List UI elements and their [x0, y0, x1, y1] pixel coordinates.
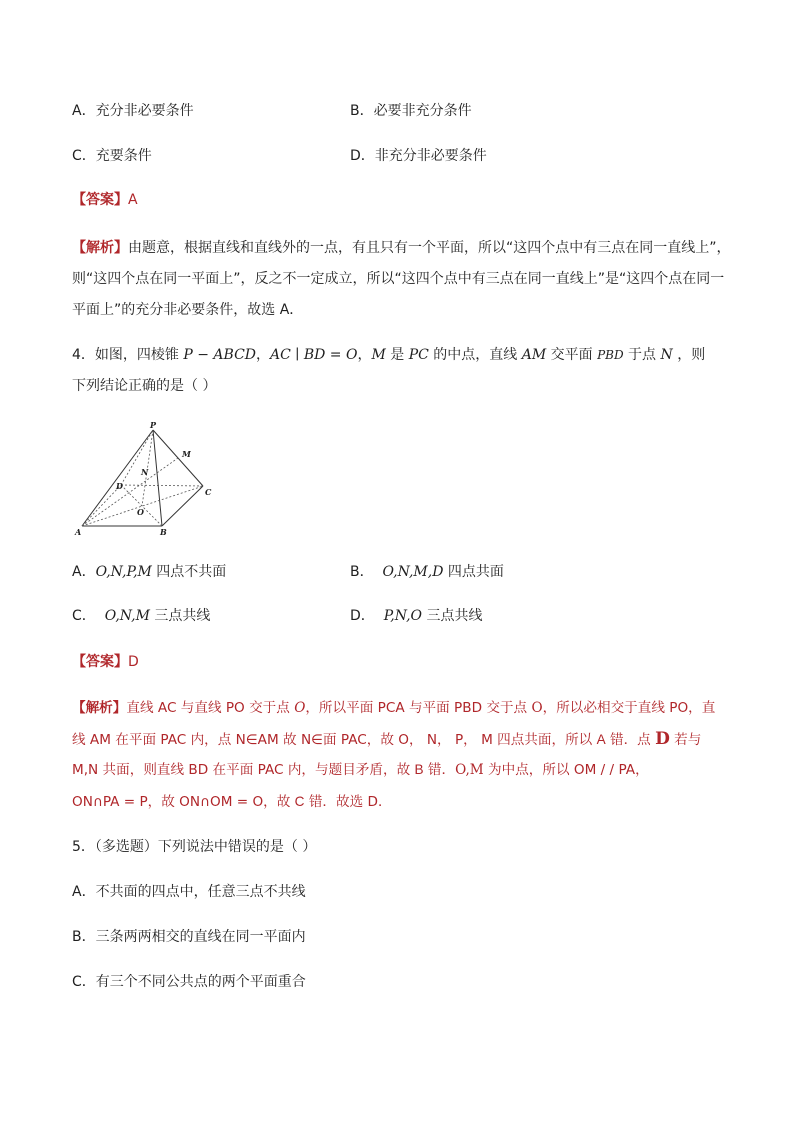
option-letter: D． [350, 608, 375, 624]
analysis-text: B [414, 762, 424, 777]
edge-bc [162, 486, 203, 526]
math-expression: M [371, 347, 386, 363]
analysis-text: 错．点 [605, 732, 656, 748]
label-p: P [150, 420, 157, 430]
math-expression: O,N,M,D [382, 564, 444, 580]
option-letter: B． [350, 564, 374, 580]
analysis-text: ，所以必相交于直线 PO，直 [542, 700, 716, 716]
q5-option-a: A．不共面的四点中，任意三点不共线 [72, 884, 306, 900]
q4-option-b [350, 562, 504, 582]
analysis-text: 为中点，所以 OM / / PA， [483, 762, 649, 778]
q3-analysis-line-1 [72, 238, 731, 258]
math-expression: O,M [455, 762, 484, 778]
q5-stem: 5．（多选题）下列说法中错误的是（ ） [72, 839, 317, 855]
math-expression: D [655, 729, 670, 749]
analysis-text: 由题意，根据直线和直线外的一点，有且只有一个平面，所以“这四个点中有三点在同一直线上”， [128, 240, 731, 256]
stem-text: 的中点，直线 [428, 347, 522, 363]
answer-value: A [128, 192, 138, 208]
q4-analysis-line-4 [72, 792, 392, 812]
option-text: 三点共线 [422, 608, 483, 624]
analysis-tag: 【解析】 [72, 240, 128, 256]
edge-pb [153, 430, 162, 526]
analysis-text: M,N 共面，则直线 BD 在平面 PAC 内，与题目矛盾，故 [72, 762, 415, 778]
q4-analysis-line-2 [72, 729, 701, 750]
option-text: 四点不共面 [151, 564, 227, 580]
analysis-tag: 【解析】 [72, 700, 127, 716]
math-expression: P − ABCD [183, 347, 257, 363]
label-o: O [137, 507, 144, 517]
analysis-text: 错．故选 D． [304, 794, 392, 810]
q3-option-d: D．非充分非必要条件 [350, 148, 487, 164]
edge-dc [121, 485, 203, 486]
math-expression: P,N,O [383, 608, 423, 624]
q3-answer [72, 190, 138, 210]
option-text: 三点共线 [149, 608, 211, 624]
math-expression: N [660, 347, 673, 363]
q3-option-a: A．充分非必要条件 [72, 103, 194, 119]
analysis-text: 错． [423, 762, 456, 778]
q4-option-d [350, 606, 482, 626]
stem-text: 交平面 [546, 347, 598, 363]
answer-tag: 【答案】 [72, 192, 128, 208]
q4-stem-line-2: 下列结论正确的是（ ） [72, 378, 217, 394]
math-expression: AC ∣ BD = O [270, 347, 358, 363]
q4-stem-line-1 [72, 345, 705, 365]
math-expression: AM [521, 347, 547, 363]
math-expression: O,N,M [104, 608, 150, 624]
q5-option-c: C．有三个不同公共点的两个平面重合 [72, 974, 306, 990]
stem-text: ，则 [672, 347, 706, 363]
label-d: D [116, 481, 123, 491]
analysis-text: 直线 AC 与直线 PO 交于点 [126, 700, 295, 716]
q3-analysis-line-3: 平面上”的充分非必要条件，故选 A． [72, 302, 304, 318]
math-expression: PBD [597, 348, 624, 362]
stem-text: 是 [385, 347, 409, 363]
analysis-text: A [596, 732, 606, 747]
math-expression: O [531, 700, 543, 716]
analysis-text: 若与 [669, 732, 702, 748]
q4-option-a [72, 562, 226, 582]
q4-option-c [72, 606, 210, 626]
q4-analysis-line-3 [72, 760, 649, 780]
q3-option-b: B．必要非充分条件 [350, 103, 472, 119]
stem-text: ， [357, 347, 372, 363]
analysis-text: C [294, 794, 305, 809]
math-expression: PC [408, 347, 429, 363]
math-expression: O,N,P,M [95, 564, 152, 580]
diagonal-ac [82, 486, 203, 526]
analysis-text: ON∩PA = P，故 ON∩OM = O，故 [72, 794, 295, 810]
q4-analysis-line-1 [72, 698, 715, 718]
q4-answer [72, 652, 139, 672]
stem-text: ， [256, 347, 271, 363]
diagonal-bd [121, 485, 162, 526]
math-expression: O [294, 700, 306, 716]
answer-value: D [128, 654, 139, 670]
q5-option-b: B．三条两两相交的直线在同一平面内 [72, 929, 306, 945]
q3-analysis-line-2: 则“这四个点在同一平面上”，反之不一定成立，所以“这四个点中有三点在同一直线上”是“这四个点在同一 [72, 271, 725, 287]
q3-option-c: C．充要条件 [72, 148, 152, 164]
analysis-text: 线 AM 在平面 PAC 内，点 N∈AM 故 N∈面 PAC，故 O， N， P， M 四点共面，所以 [72, 732, 597, 748]
label-m: M [182, 449, 191, 459]
label-b: B [160, 527, 167, 537]
pyramid-figure [72, 418, 222, 540]
stem-text: 于点 [623, 347, 661, 363]
analysis-text: ，所以平面 PCA 与平面 PBD 交于点 [305, 700, 532, 716]
answer-tag: 【答案】 [72, 654, 128, 670]
label-c: C [205, 487, 212, 497]
option-letter: A． [72, 564, 96, 580]
label-n: N [141, 467, 149, 477]
stem-text: 4．如图，四棱锥 [72, 347, 184, 363]
option-letter: C． [72, 608, 96, 624]
label-a: A [75, 527, 82, 537]
option-text: 四点共面 [443, 564, 504, 580]
segment-am [82, 458, 178, 526]
